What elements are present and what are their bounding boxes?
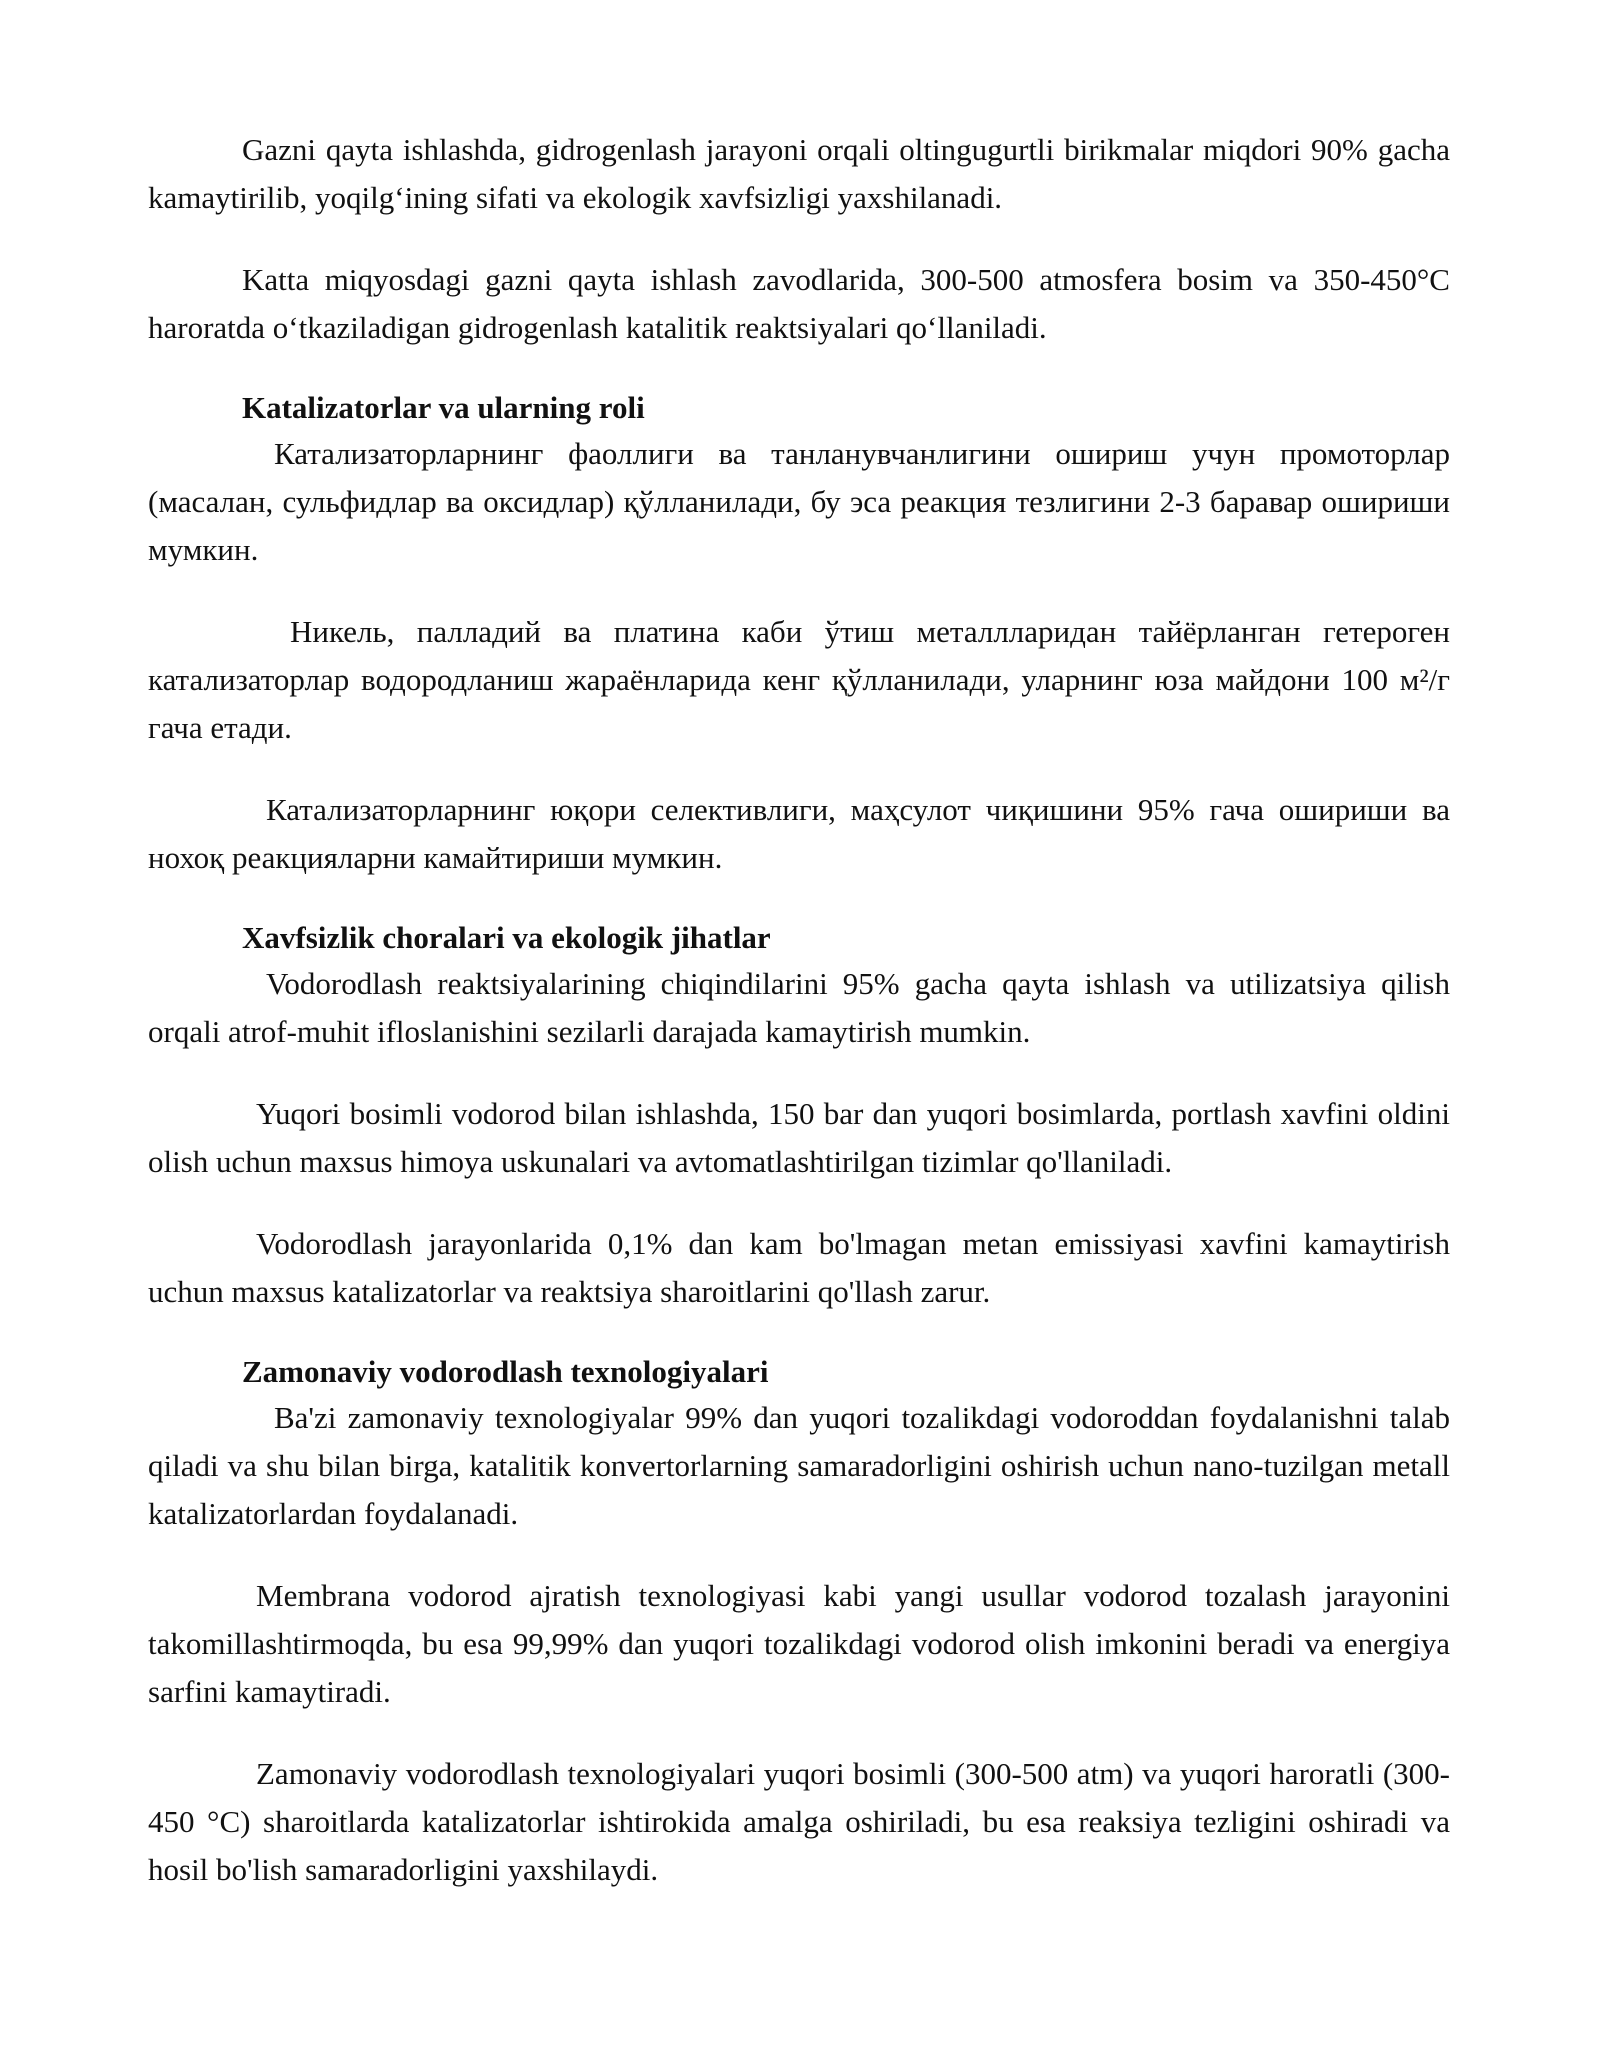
paragraph: Катализаторларнинг фаоллиги ва танланувчанлигини ошириш учун промоторлар (масалан, сульфидлар ва оксидлар) қўлланилади, бу эса реакция тезлигини 2-3 баравар ошириши мумкин. [148, 436, 1450, 567]
section-heading: Zamonaviy vodorodlash texnologiyalari [242, 1354, 769, 1389]
paragraph: Zamonaviy vodorodlash texnologiyalari yuqori bosimli (300-500 atm) va yuqori haroratli (300-450 °C) sharoitlarda katalizatorlar ishtirokida amalga oshiriladi, bu esa reaksiya tezligini oshiradi va hosil bo'lish samaradorligini yaxshilaydi. [148, 1756, 1450, 1887]
paragraph: Ba'zi zamonaviy texnologiyalar 99% dan yuqori tozalikdagi vodoroddan foydalanishni talab qiladi va shu bilan birga, katalitik konvertorlarning samaradorligini oshirish uchun nano-tuzilgan metall katalizatorlardan foydalanadi. [148, 1400, 1450, 1531]
paragraph: Vodorodlash reaktsiyalarining chiqindilarini 95% gacha qayta ishlash va utilizatsiya qilish orqali atrof-muhit ifloslanishini sezilarli darajada kamaytirish mumkin. [148, 966, 1450, 1049]
paragraph: Membrana vodorod ajratish texnologiyasi kabi yangi usullar vodorod tozalash jarayonini takomillashtirmoqda, bu esa 99,99% dan yuqori tozalikdagi vodorod olish imkonini beradi va energiya sarfini kamaytiradi. [148, 1578, 1450, 1709]
document-page [148, 126, 1450, 1894]
section-heading: Katalizatorlar va ularning roli [242, 390, 645, 425]
paragraph: Gazni qayta ishlashda, gidrogenlash jarayoni orqali oltingugurtli birikmalar miqdori 90% gacha kamaytirilib, yoqilg‘ining sifati va ekologik xavfsizligi yaxshilanadi. [148, 132, 1450, 215]
paragraph: Yuqori bosimli vodorod bilan ishlashda, 150 bar dan yuqori bosimlarda, portlash xavfini oldini olish uchun maxsus himoya uskunalari va avtomatlashtirilgan tizimlar qo'llaniladi. [148, 1096, 1450, 1179]
paragraph: Катализаторларнинг юқори селективлиги, маҳсулот чиқишини 95% гача ошириши ва нохоқ реакцияларни камайтириши мумкин. [148, 792, 1450, 875]
section-heading: Xavfsizlik choralari va ekologik jihatlar [242, 920, 771, 955]
paragraph: Vodorodlash jarayonlarida 0,1% dan kam bo'lmagan metan emissiyasi xavfini kamaytirish uchun maxsus katalizatorlar va reaktsiya sharoitlarini qo'llash zarur. [148, 1226, 1450, 1309]
paragraph: Katta miqyosdagi gazni qayta ishlash zavodlarida, 300-500 atmosfera bosim va 350-450°C haroratda o‘tkaziladigan gidrogenlash katalitik reaktsiyalari qo‘llaniladi. [148, 262, 1450, 345]
paragraph: Никель, палладий ва платина каби ўтиш металлларидан тайёрланган гетероген катализаторлар водородланиш жараёнларида кенг қўлланилади, уларнинг юза майдони 100 м²/г гача етади. [148, 614, 1450, 745]
